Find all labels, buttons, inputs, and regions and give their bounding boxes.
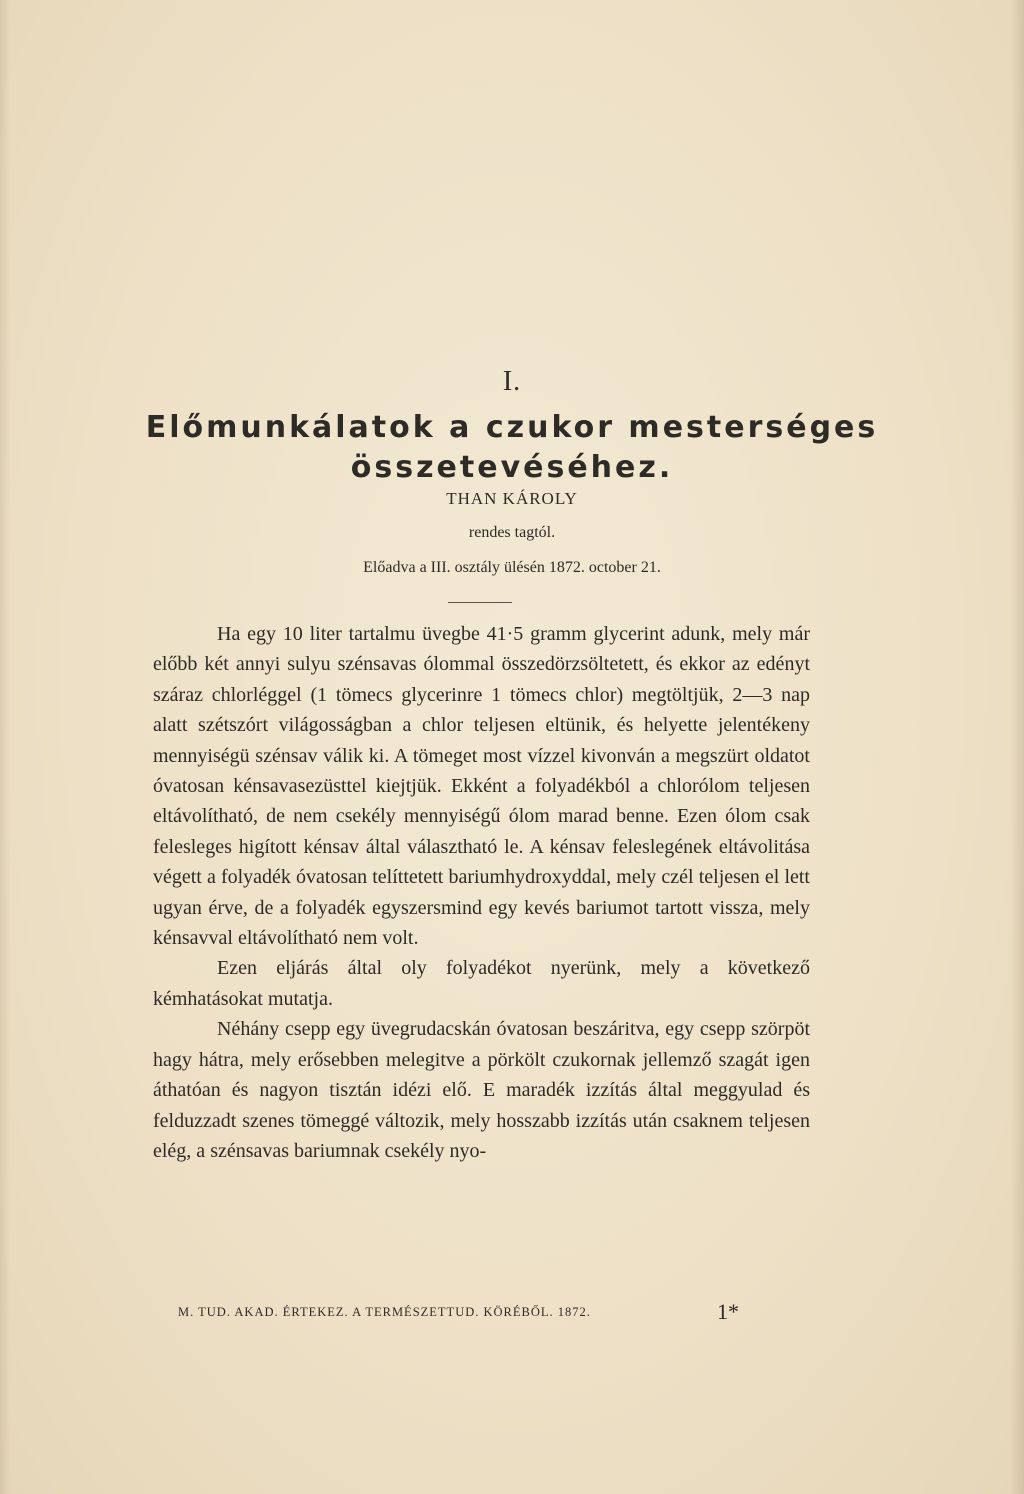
title-line-1: Előmunkálatok a czukor mesterséges: [145, 410, 879, 445]
page-title: [0, 408, 1024, 488]
paragraph: Ezen eljárás által oly folyadékot nyerünk, mely a következő kémhatásokat mutatja.: [153, 957, 810, 1010]
author-name: THAN KÁROLY: [446, 489, 578, 508]
separator-rule: [448, 602, 512, 603]
author-role: rendes tagtól.: [468, 524, 556, 541]
signature-mark: 1*: [717, 1299, 739, 1324]
page-edge-shadow-right: [1010, 0, 1024, 1494]
paragraph: Ha egy 10 liter tartalmu üvegbe 41·5 gramm glycerint adunk, mely már előbb két annyi sulyu szénsavas ólommal összedörzsöltetett, és ekkor az edényt száraz chlorléggel (1 tömecs glycerinre 1 tömecs chlor) megtöltjük, 2—3 nap alatt szétszórt világosságban a chlor teljesen eltünik, és helyette jelentékeny mennyiségü szénsav válik ki. A tömeget most vízzel kivonván a megszürt oldatot óvatosan kénsavasezüsttel kiejtjük. Ekként a folyadékból a chlorólom teljesen eltávolítható, de nem csekély mennyiségű ólom marad benne. Ezen ólom csak felesleges higított kénsav által választható le. A kénsav feleslegének eltávolitása végett a folyadék óvatosan telíttetett bariumhydroxyddal, mely czél teljesen el lett ugyan érve, de a folyadék egyszersmind egy kevés bariumot tartott vissza, mely kénsavval eltávolítható nem volt.: [153, 623, 810, 950]
section-number: I.: [502, 366, 522, 397]
page-edge-shadow-left: [0, 0, 10, 1494]
title-line-2: összetevéséhez.: [350, 450, 674, 485]
footer-citation: M. TUD. AKAD. ÉRTEKEZ. A TERMÉSZETTUD. KÖRÉBŐL. 1872.: [178, 1305, 591, 1319]
presentation-note: Előadva a III. osztály ülésén 1872. october 21.: [363, 559, 661, 576]
body-text: [153, 619, 810, 1166]
paragraph: Néhány csepp egy üvegrudacskán óvatosan beszáritva, egy csepp szörpöt hagy hátra, mely erősebben melegitve a pörkölt czukornak jellemző szagát igen áthatóan és nagyon tisztán idézi elő. E maradék izzítás által meggyulad és felduzzadt szenes tömeggé változik, mely hosszabb izzítás után csaknem teljesen elég, a szénsavas bariumnak csekély nyo-: [153, 1018, 810, 1162]
